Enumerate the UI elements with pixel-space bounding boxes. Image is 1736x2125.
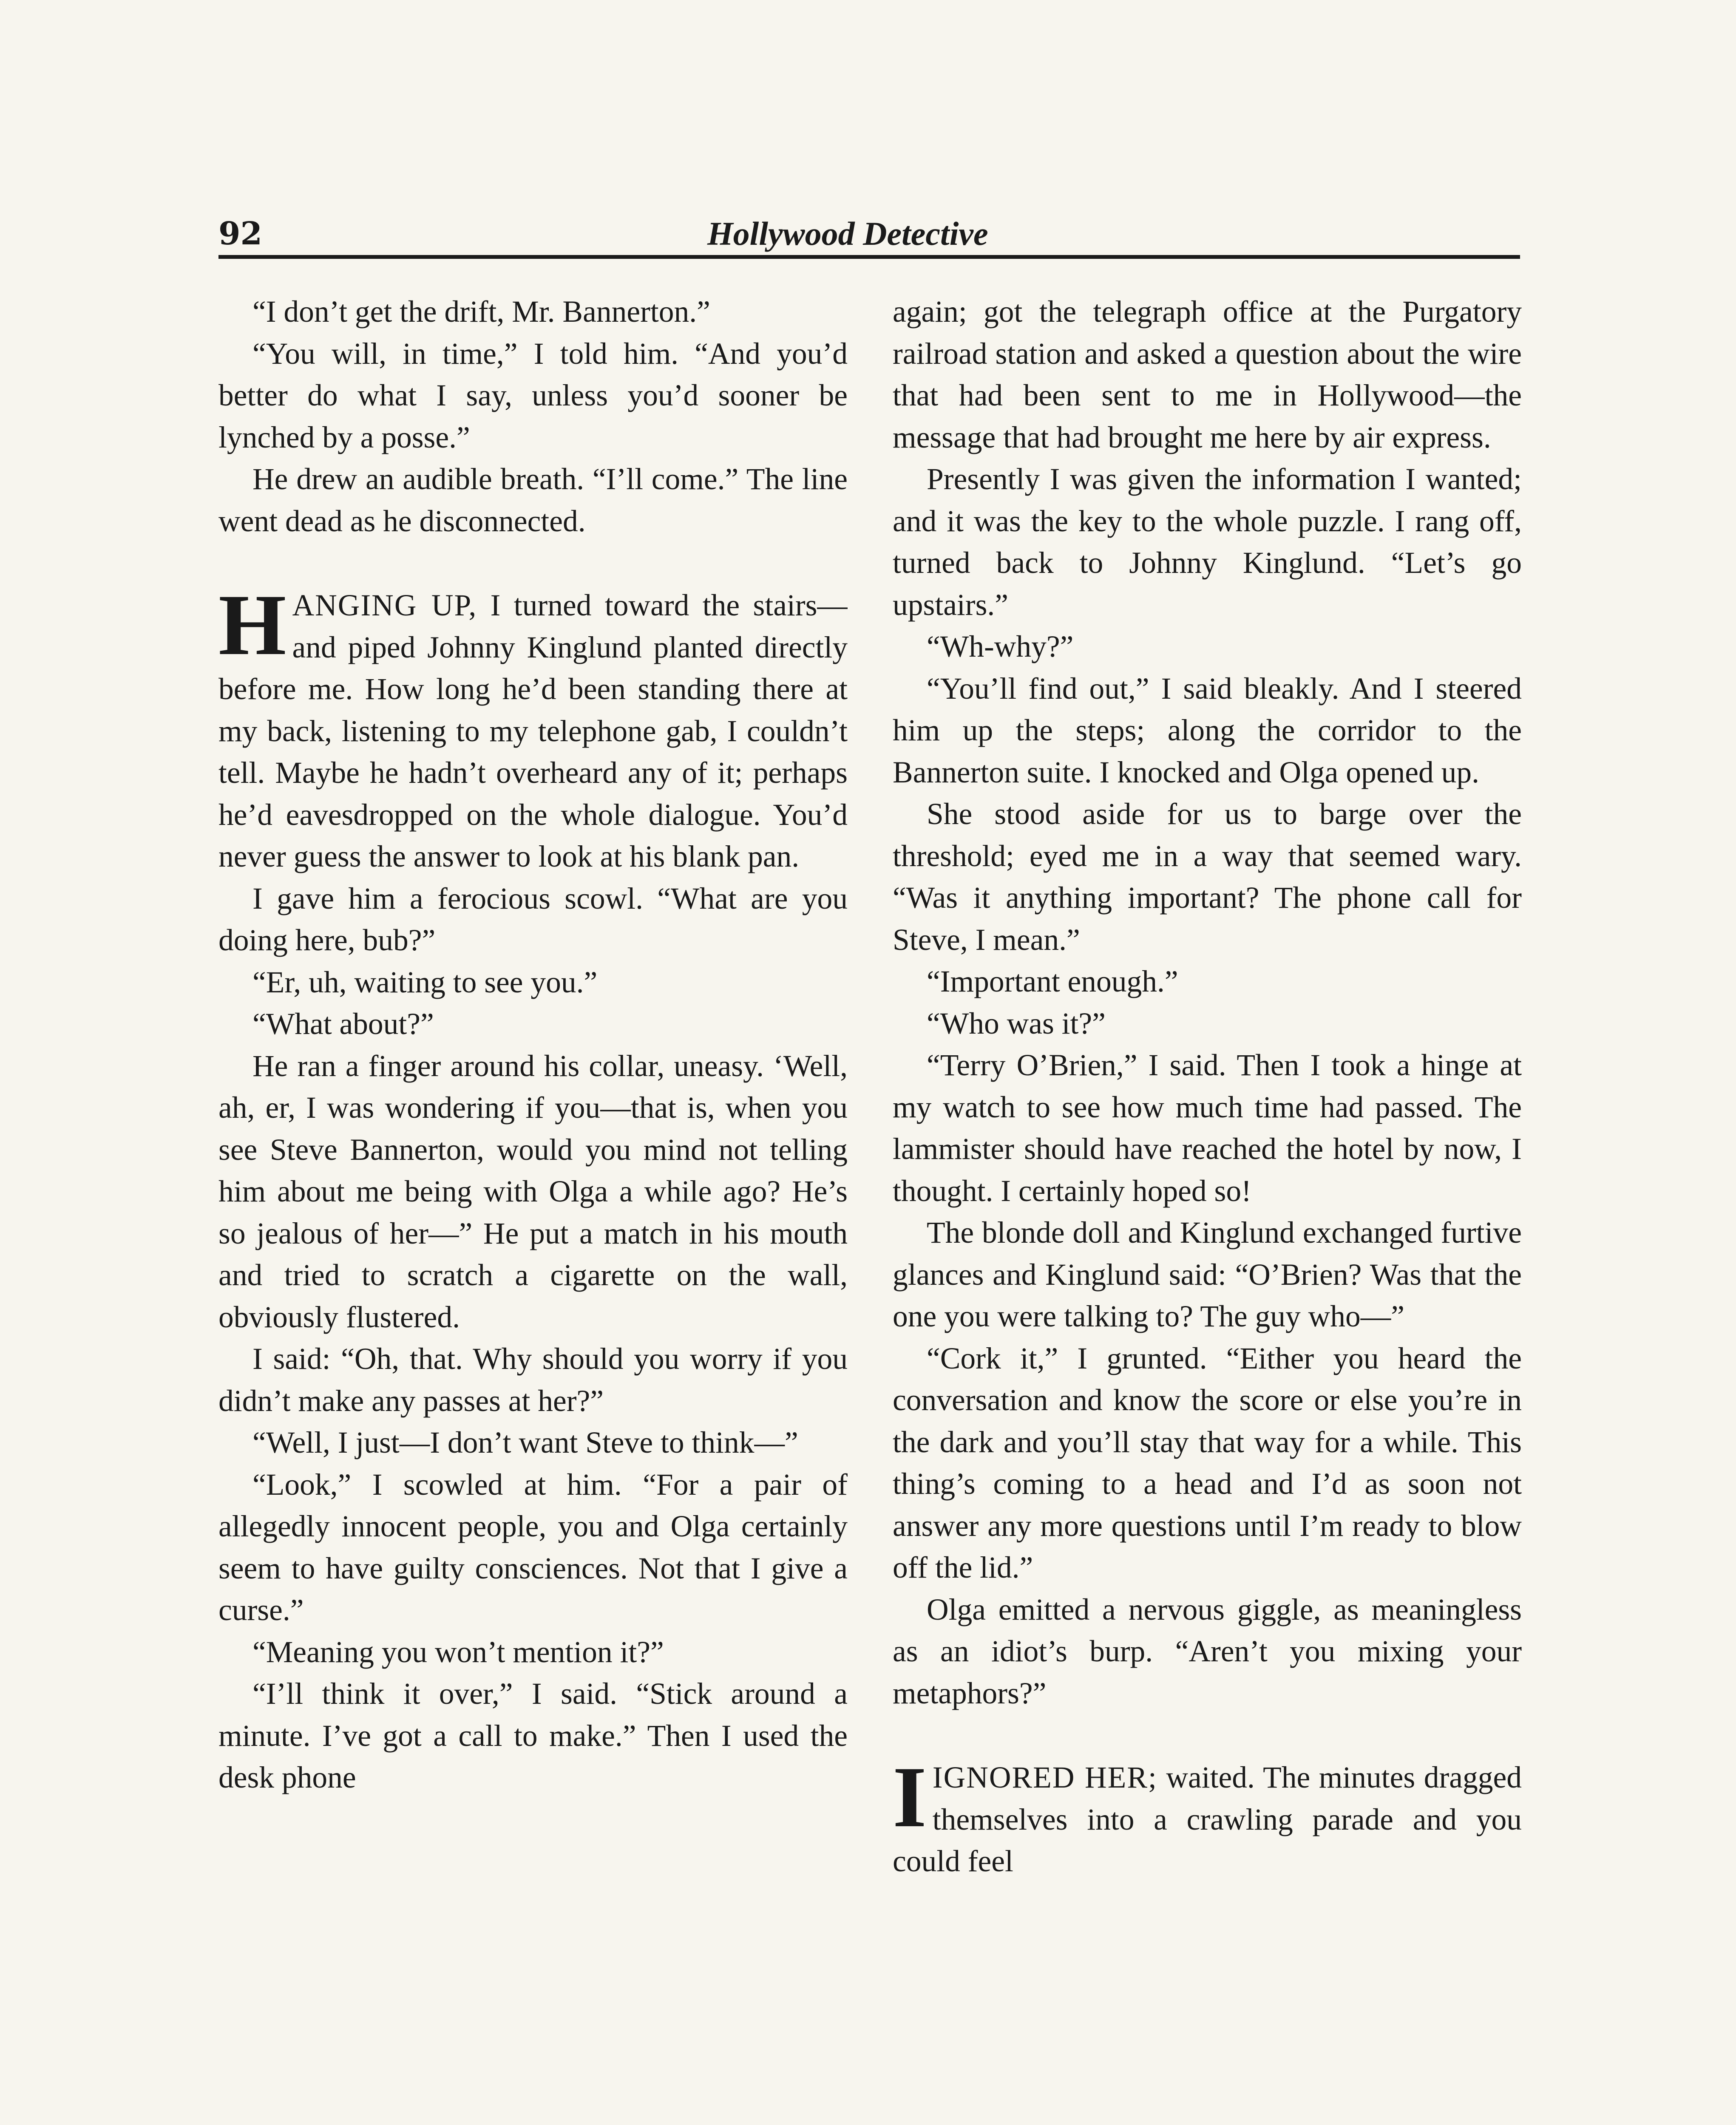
section-opening-paragraph (218, 577, 848, 878)
paragraph: I gave him a ferocious scowl. “What are you doing here, bub?” (218, 881, 848, 957)
page-header (218, 215, 1520, 253)
drop-cap: H (218, 577, 286, 673)
paragraph: “Wh-why?” (927, 630, 1074, 663)
paragraph: He drew an audible breath. “I’ll come.” The line went dead as he disconnected. (218, 462, 848, 538)
paragraph: He ran a finger around his collar, uneasy. ‘Well, ah, er, I was wondering if you—that is, when you see Steve Bannerton, would you mind not telling him about me being with Olga a while ago? He’s so jealous of her—” He put a match in his mouth and tried to scratch a cigarette on the wall, obviously flustered. (218, 1049, 848, 1334)
paragraph: “Look,” I scowled at him. “For a pair of allegedly innocent people, you and Olga certainly seem to have guilty consciences. Not that I give a curse.” (218, 1468, 848, 1627)
paragraph: “I’ll think it over,” I said. “Stick around a minute. I’ve got a call to make.” Then I used the desk phone (218, 1677, 848, 1794)
paragraph: “Cork it,” I grunted. “Either you heard the conversation and know the score or else you’re in the dark and you’ll stay that way for a while. This thing’s coming to a head and I’d as soon not answer any more questions until I’m ready to blow off the lid.” (893, 1341, 1522, 1584)
section-text: I turned toward the stairs—and piped Johnny Kinglund planted directly before me. How long he’d been standing there at my back, listening to my telephone gab, I couldn’t tell. Maybe he hadn’t overheard any of it; perhaps he’d eavesdropped on the whole dialogue. You’d never guess the answer to look at his blank pan. (218, 589, 848, 873)
paragraph: “Meaning you won’t mention it?” (252, 1635, 664, 1669)
paragraph: Olga emitted a nervous giggle, as meaningless as an idiot’s burp. “Aren’t you mixing your metaphors?” (893, 1592, 1522, 1710)
paragraph: “What about?” (252, 1007, 434, 1041)
section-text: waited. The minutes dragged themselves into a crawling parade and you could feel (893, 1761, 1522, 1878)
paragraph: “Well, I just—I don’t want Steve to think—” (252, 1426, 798, 1459)
paragraph: She stood aside for us to barge over the threshold; eyed me in a way that seemed wary. “Was it anything important? The phone call for Steve, I mean.” (893, 797, 1522, 957)
paragraph: “Important enough.” (927, 965, 1178, 998)
drop-cap: I (893, 1749, 927, 1845)
section-opening-paragraph (893, 1749, 1522, 1883)
paragraph: “Who was it?” (927, 1006, 1106, 1040)
paragraph: I said: “Oh, that. Why should you worry if you didn’t make any passes at her?” (218, 1342, 848, 1418)
section-lead-in: IGNORED HER; (932, 1761, 1157, 1794)
section-lead-in: ANGING UP, (292, 589, 477, 622)
paragraph: Presently I was given the information I wanted; and it was the key to the whole puzzle. I rang off, turned back to Johnny Kinglund. “Let’s go upstairs.” (893, 462, 1522, 622)
paragraph: “You’ll find out,” I said bleakly. And I steered him up the steps; along the corridor to the Bannerton suite. I knocked and Olga opened up. (893, 672, 1522, 789)
header-rule (218, 255, 1520, 259)
paragraph: “Terry O’Brien,” I said. Then I took a hinge at my watch to see how much time had passed. The lammister should have reached the hotel by now, I thought. I certainly hoped so! (893, 1048, 1522, 1208)
right-column (893, 291, 1522, 2125)
page-number: 92 (218, 215, 262, 252)
running-title: Hollywood Detective (707, 215, 988, 252)
paragraph: “I don’t get the drift, Mr. Bannerton.” (252, 295, 710, 329)
paragraph: “You will, in time,” I told him. “And you’d better do what I say, unless you’d sooner be lynched by a posse.” (218, 337, 848, 454)
paragraph: “Er, uh, waiting to see you.” (252, 965, 598, 999)
paragraph: The blonde doll and Kinglund exchanged furtive glances and Kinglund said: “O’Brien? Was that the one you were talking to? The guy who—” (893, 1216, 1522, 1333)
continued-paragraph: again; got the telegraph office at the Purgatory railroad station and asked a question about the wire that had been sent to me in Hollywood—the message that had brought me here by air express. (893, 295, 1522, 454)
left-column (218, 291, 848, 2125)
